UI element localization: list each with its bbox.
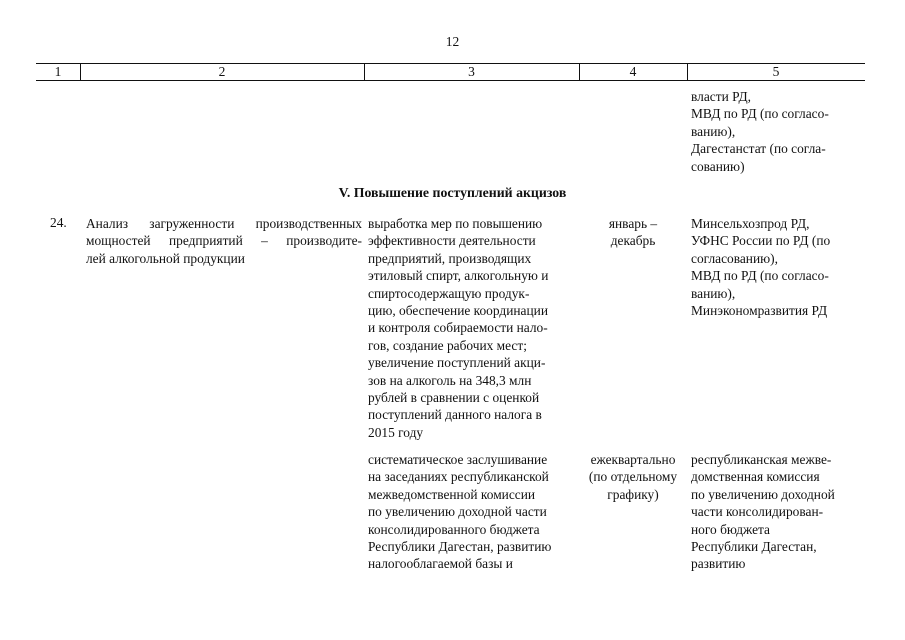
text-line: власти РД, (691, 89, 752, 104)
text-line: ванию), (691, 285, 736, 301)
text-line: графику) (607, 486, 659, 502)
text-line: МВД по РД (по согласо- (691, 106, 829, 122)
section-title: V. Повышение поступлений акцизов (338, 185, 567, 200)
column-header-number: 1 (54, 64, 62, 79)
text-line: предприятий, производящих (368, 250, 532, 266)
text-line: эффективности деятельности (368, 233, 536, 249)
text-line: развитию (691, 556, 746, 572)
text-line: межведомственной комиссии (368, 486, 536, 502)
text-line: зов на алкоголь на 348,3 млн (368, 372, 532, 388)
text-line: декабрь (610, 233, 656, 249)
row-results (368, 451, 551, 573)
text-line: Анализ загруженности производственных (86, 216, 362, 231)
column-header-executors: 5 (772, 64, 780, 79)
text-line: Дагестанстат (по согла- (691, 141, 826, 157)
page-number: 12 (445, 34, 460, 49)
text-line: спиртосодержащую продук- (368, 285, 530, 301)
column-header-term: 4 (629, 64, 637, 79)
text-line: согласованию), (691, 250, 778, 266)
text-line: консолидированного бюджета (368, 521, 540, 537)
text-line: сованию) (691, 158, 745, 174)
text-line: части консолидирован- (691, 504, 824, 520)
text-line: ежеквартально (590, 452, 676, 467)
text-line: гов, создание рабочих мест; (368, 337, 527, 353)
text-line: Республики Дагестан, развитию (368, 538, 552, 554)
text-line: налогооблагаемой базы и (368, 556, 513, 572)
text-line: республиканская межве- (691, 452, 832, 467)
text-line: УФНС России по РД (по (691, 233, 831, 249)
text-line: 2015 году (368, 424, 424, 440)
column-header-name: 2 (218, 64, 226, 79)
text-line: МВД по РД (по согласо- (691, 268, 829, 284)
row-executors (691, 451, 835, 573)
header-bottom-border (36, 80, 865, 81)
row-executors (691, 215, 830, 319)
row-name (86, 215, 362, 267)
text-line: январь – (608, 216, 658, 231)
text-line: Минсельхозпрод РД, (691, 216, 810, 231)
row-results (368, 215, 548, 441)
row-term (579, 451, 687, 503)
text-line: Минэкономразвития РД (691, 302, 828, 318)
text-line: по увеличению доходной (691, 486, 835, 502)
text-line: цию, обеспечение координации (368, 302, 548, 318)
continuation-executors (691, 88, 829, 175)
row-number: 24. (50, 215, 67, 230)
text-line: на заседаниях республиканской (368, 469, 549, 485)
text-line: ного бюджета (691, 521, 770, 537)
text-line: и контроля собираемости нало- (368, 320, 548, 336)
text-line: систематическое заслушивание (368, 452, 548, 467)
text-line: домственная комиссия (691, 469, 820, 485)
column-header-results: 3 (468, 64, 475, 79)
text-line: мощностей предприятий – производите- (86, 233, 362, 249)
text-line: лей алкогольной продукции (86, 250, 245, 266)
text-line: рублей в сравнении с оценкой (368, 389, 540, 405)
text-line: выработка мер по повышению (368, 216, 543, 231)
text-line: поступлений данного налога в (368, 407, 542, 423)
text-line: увеличение поступлений акци- (368, 355, 546, 371)
text-line: этиловый спирт, алкогольную и (368, 268, 549, 284)
text-line: (по отдельному (588, 469, 678, 485)
text-line: Республики Дагестан, (691, 538, 817, 554)
row-term (579, 215, 687, 250)
text-line: по увеличению доходной части (368, 504, 547, 520)
text-line: ванию), (691, 123, 736, 139)
